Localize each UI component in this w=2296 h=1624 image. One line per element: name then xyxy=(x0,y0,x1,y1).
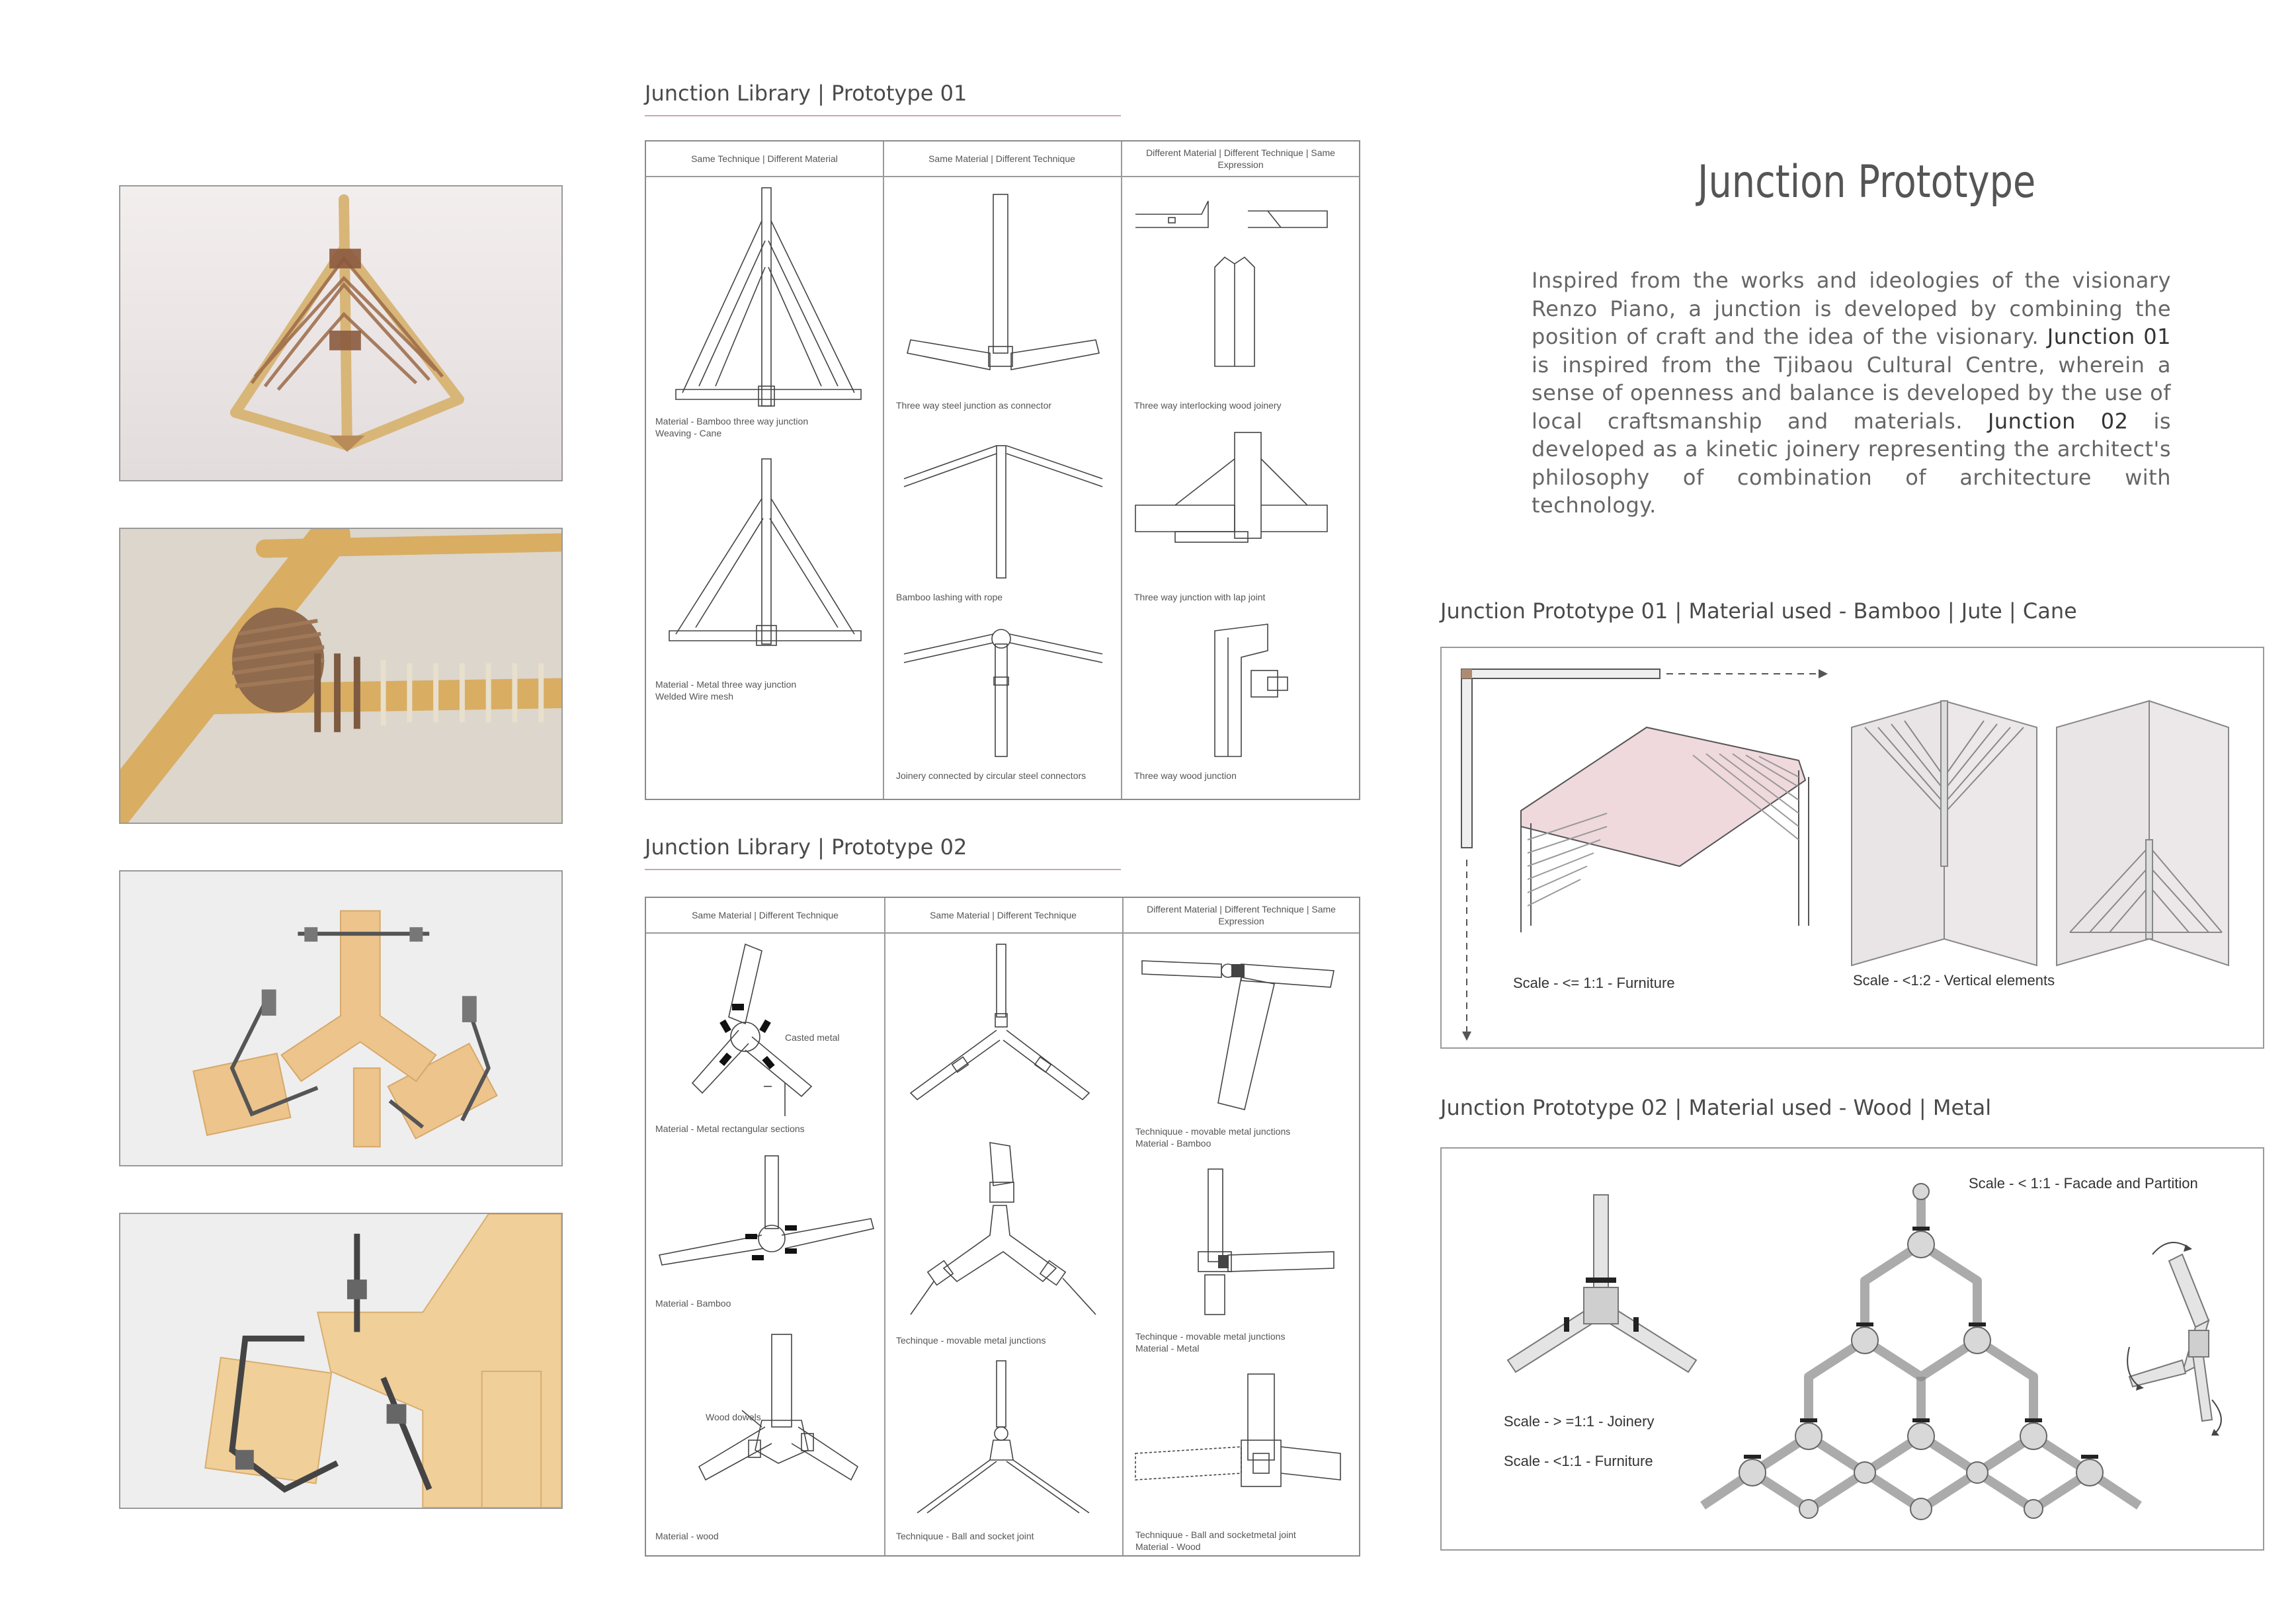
library2-table xyxy=(645,897,1360,1557)
drawing-wood-junction xyxy=(1135,618,1347,763)
caption-metal-movable-2: Material - Metal xyxy=(1135,1343,1200,1354)
drawing-wood-dowel-junction xyxy=(686,1334,871,1520)
caption-metal-rect-sections: Material - Metal rectangular sections xyxy=(655,1123,805,1134)
drawing-ball-socket-junction xyxy=(897,1361,1109,1513)
photo-wood-metal-closeup xyxy=(119,1213,563,1509)
caption-metal-mesh: Welded Wire mesh xyxy=(655,691,734,702)
library2-divider-2 xyxy=(1122,898,1124,1555)
library2-header-col2: Same Material | Different Technique xyxy=(930,910,1077,920)
drawing-steel-junction xyxy=(897,194,1109,380)
library1-table xyxy=(645,140,1360,800)
caption-bamboo-movable-1: Techniquue - movable metal junctions xyxy=(1135,1126,1291,1137)
description-part-2: is inspired from the Tjibaou Cultural Centre, wherein a sense of openness and balance is developed by the use of local craftsmanship and materials. xyxy=(1532,352,2171,434)
description-junction-01: Junction 01 xyxy=(2047,324,2172,349)
caption-wood-junction: Three way wood junction xyxy=(1134,770,1237,781)
caption-lap-joint: Three way junction with lap joint xyxy=(1134,592,1266,602)
library2-divider-1 xyxy=(884,898,885,1555)
description-paragraph xyxy=(1532,266,2171,520)
caption-bamboo-movable-2: Material - Bamboo xyxy=(1135,1138,1211,1149)
caption-casted-metal: Casted metal xyxy=(785,1032,840,1043)
library1-title: Junction Library | Prototype 01 xyxy=(645,81,967,106)
library1-divider-2 xyxy=(1121,142,1122,799)
drawing-lap-joint xyxy=(1135,432,1347,585)
caption-bamboo-material-2: Material - Bamboo xyxy=(655,1298,731,1309)
library1-header-col3: Different Material | Different Technique | Same Expression xyxy=(1146,147,1335,170)
drawing-wood-ball-socket xyxy=(1135,1374,1347,1520)
caption-movable-metal: Techinque - movable metal junctions xyxy=(896,1335,1046,1346)
caption-bamboo-lashing: Bamboo lashing with rope xyxy=(896,592,1003,602)
caption-steel-junction: Three way steel junction as connector xyxy=(896,400,1052,411)
drawing-bamboo-lashing xyxy=(897,432,1109,585)
drawing-bamboo-movable xyxy=(1135,951,1347,1116)
prototype2-label-furniture: Scale - <1:1 - Furniture xyxy=(1504,1453,1653,1469)
drawing-bamboo-three-way-junction xyxy=(663,188,868,419)
prototype2-label-facade: Scale - < 1:1 - Facade and Partition xyxy=(1969,1175,2198,1192)
library1-header-col1: Same Technique | Different Material xyxy=(691,153,838,164)
caption-wood-ball-socket-2: Material - Wood xyxy=(1135,1541,1201,1552)
drawing-circular-steel-connectors xyxy=(897,624,1109,756)
library1-title-rule xyxy=(645,115,1121,116)
library2-title-rule xyxy=(645,869,1121,870)
caption-interlocking-wood: Three way interlocking wood joinery xyxy=(1134,400,1282,411)
prototype2-label-joinery: Scale - > =1:1 - Joinery xyxy=(1504,1413,1655,1430)
caption-bamboo-weaving: Weaving - Cane xyxy=(655,428,722,438)
prototype1-label-vertical: Scale - <1:2 - Vertical elements xyxy=(1853,972,2055,989)
drawing-metal-three-way-junction xyxy=(663,459,868,657)
prototype2-title: Junction Prototype 02 | Material used - Wood | Metal xyxy=(1440,1095,1992,1120)
page-title: Junction Prototype xyxy=(1698,156,2036,208)
photo-wood-metal-junction xyxy=(119,870,563,1166)
drawing-bamboo-rect-junction xyxy=(653,1156,878,1308)
caption-metal-movable-1: Techinque - movable metal junctions xyxy=(1135,1331,1286,1342)
prototype1-label-furniture: Scale - <= 1:1 - Furniture xyxy=(1513,975,1675,991)
prototype2-panel xyxy=(1440,1147,2264,1551)
drawing-movable-metal-junction xyxy=(897,1143,1109,1321)
drawing-y-junction-1 xyxy=(897,944,1109,1123)
prototype1-title: Junction Prototype 01 | Material used - Bamboo | Jute | Cane xyxy=(1440,598,2077,624)
library1-divider-1 xyxy=(883,142,884,799)
caption-wood-material: Material - wood xyxy=(655,1531,719,1541)
caption-ball-socket: Techniquue - Ball and socket joint xyxy=(896,1531,1034,1541)
caption-metal-material: Material - Metal three way junction xyxy=(655,679,797,690)
prototype1-panel xyxy=(1440,647,2264,1049)
prototype2-scale-diagram xyxy=(1442,1149,2266,1552)
caption-wood-dowels: Wood dowels xyxy=(706,1412,761,1422)
library2-header-col1: Same Material | Different Technique xyxy=(692,910,839,920)
library2-title: Junction Library | Prototype 02 xyxy=(645,834,967,860)
library1-header-col2: Same Material | Different Technique xyxy=(928,153,1075,164)
photo-bamboo-lashing-closeup xyxy=(119,528,563,824)
caption-circular-connectors: Joinery connected by circular steel connectors xyxy=(896,770,1086,781)
photo-bamboo-junction xyxy=(119,185,563,481)
drawing-metal-movable xyxy=(1135,1169,1347,1321)
description-part-3: is developed as a kinetic joinery representing the architect's philosophy of combination of architecture with technology. xyxy=(1532,408,2172,518)
description-part-1: Inspired from the works and ideologies of the visionary Renzo Piano, a junction is developed by combining the position of craft and the idea of the visionary. xyxy=(1532,268,2171,349)
caption-wood-ball-socket-1: Techniquue - Ball and socketmetal joint xyxy=(1135,1529,1296,1540)
caption-bamboo-material: Material - Bamboo three way junction xyxy=(655,416,809,426)
library2-header-col3: Different Material | Different Technique | Same Expression xyxy=(1147,904,1336,926)
drawing-interlocking-wood xyxy=(1135,201,1347,386)
description-junction-02: Junction 02 xyxy=(1987,408,2129,434)
